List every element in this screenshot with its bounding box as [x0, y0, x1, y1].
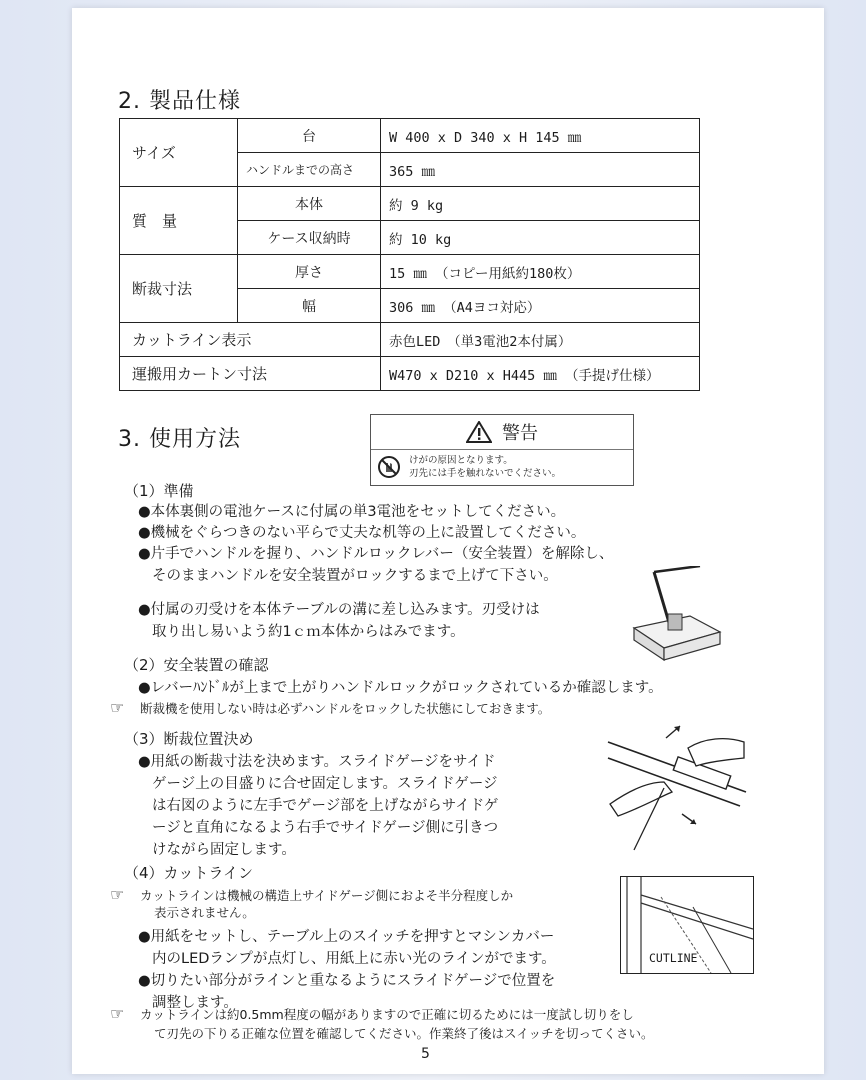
step4-bullet-2a: ●切りたい部分がラインと重なるようにスライドゲージで位置を [138, 973, 556, 989]
step2-note-text: 断裁機を使用しない時は必ずハンドルをロックした状態にしておきます。 [140, 701, 551, 716]
manual-page [72, 8, 824, 1074]
step4-note-1b: 表示されません。 [154, 905, 255, 920]
page-number: 5 [421, 1046, 430, 1062]
cutter-illustration [630, 566, 722, 664]
step4-note-2a: カットラインは約0.5mm程度の幅がありますので正確に切るためには一度試し切りをし [140, 1007, 634, 1022]
warning-box [370, 414, 634, 486]
spec-cut-thick-label: 厚さ [238, 255, 381, 289]
spec-table [119, 118, 700, 391]
step3-title: （3）断裁位置決め [124, 730, 254, 748]
spec-mass-case-label: ケース収納時 [238, 221, 381, 255]
spec-cut-width-value: 306 ㎜ （A4ヨコ対応） [381, 289, 700, 323]
step4-bullet-2b: 調整します。 [152, 995, 238, 1011]
step1-title: （1）準備 [124, 482, 194, 500]
step3-line-5: けながら固定します。 [152, 842, 296, 858]
step3-line-4: ージと直角になるよう右手でサイドゲージ側に引きつ [152, 820, 499, 836]
step4-note-2 [110, 1004, 634, 1023]
spec-size-base-value: W 400 x D 340 x H 145 ㎜ [381, 119, 700, 153]
spec-size-handle-label: ハンドルまでの高さ [238, 153, 381, 187]
warning-triangle-icon [466, 421, 492, 443]
warning-text [409, 454, 561, 480]
spec-mass-label: 質 量 [120, 187, 238, 255]
spec-carton-value: W470 x D210 x H445 ㎜ （手提げ仕様） [381, 357, 700, 391]
spec-carton-label: 運搬用カートン寸法 [120, 357, 381, 391]
section-title-specs: 2. 製品仕様 [118, 89, 241, 114]
no-touch-icon [377, 455, 401, 479]
step3-line-3: は右図のように左手でゲージ部を上げながらサイドゲ [152, 798, 499, 814]
step2-note [110, 698, 550, 717]
spec-size-label: サイズ [120, 119, 238, 187]
step4-bullet-1b: 内のLEDランプが点灯し、用紙上に赤い光のラインがでます。 [152, 951, 556, 967]
step4-note-2b: て刃先の下りる正確な位置を確認してください。作業終了後はスイッチを切ってくさい。 [154, 1026, 654, 1041]
spec-cut-label: 断裁寸法 [120, 255, 238, 323]
step1-bullet-3b: そのままハンドルを安全装置がロックするまで上げて下さい。 [152, 568, 558, 584]
step1-bullet-4b: 取り出し易いよう約1ｃｍ本体からはみでます。 [152, 624, 465, 640]
step1-bullet-1: ●本体裏側の電池ケースに付属の単3電池をセットしてください。 [138, 504, 566, 520]
spec-cut-width-label: 幅 [238, 289, 381, 323]
step3-line-2: ゲージ上の目盛りに合せ固定します。スライドゲージ [152, 776, 498, 792]
spec-mass-case-value: 約 10 kg [381, 221, 700, 255]
section-title-usage: 3. 使用方法 [118, 427, 241, 452]
step1-bullet-4a: ●付属の刃受けを本体テーブルの溝に差し込みます。刃受けは [138, 602, 540, 618]
spec-cutline-label: カットライン表示 [120, 323, 381, 357]
spec-mass-body-label: 本体 [238, 187, 381, 221]
warning-body [371, 450, 633, 484]
step1-bullet-2: ●機械をぐらつきのない平らで丈夫な机等の上に設置してください。 [138, 525, 586, 541]
step4-bullet-1a: ●用紙をセットし、テーブル上のスイッチを押すとマシンカバー [138, 929, 555, 945]
spec-cutline-value: 赤色LED （単3電池2本付属） [381, 323, 700, 357]
spec-size-handle-value: 365 ㎜ [381, 153, 700, 187]
warning-header [371, 415, 633, 450]
step1-bullet-3a: ●片手でハンドルを握り、ハンドルロックレバー（安全装置）を解除し、 [138, 546, 614, 562]
gauge-adjust-illustration [604, 718, 752, 854]
pointing-hand-icon: ☞ [110, 698, 125, 717]
step4-note-1a: カットラインは機械の構造上サイドゲージ側におよそ半分程度しか [140, 888, 514, 903]
warning-title: 警告 [502, 423, 538, 444]
spec-size-base-label: 台 [238, 119, 381, 153]
cutline-figure [620, 876, 754, 974]
cutline-figure-label: CUTLINE [649, 951, 698, 965]
step2-bullet-1: ●レバーﾊﾝﾄﾞﾙが上まで上がりハンドルロックがロックされているか確認します。 [138, 680, 663, 696]
step3-line-1: ●用紙の断裁寸法を決めます。スライドゲージをサイド [138, 754, 496, 770]
spec-mass-body-value: 約 9 kg [381, 187, 700, 221]
warning-line-2: 刃先には手を触れないでください。 [409, 468, 562, 479]
spec-cut-thick-value: 15 ㎜ （コピー用紙約180枚） [381, 255, 700, 289]
step4-title: （4）カットライン [124, 864, 253, 882]
warning-line-1: けがの原因となります。 [409, 455, 513, 466]
step2-title: （2）安全装置の確認 [124, 656, 269, 674]
step4-note-1 [110, 885, 513, 904]
pointing-hand-icon: ☞ [110, 885, 125, 904]
pointing-hand-icon: ☞ [110, 1004, 125, 1023]
